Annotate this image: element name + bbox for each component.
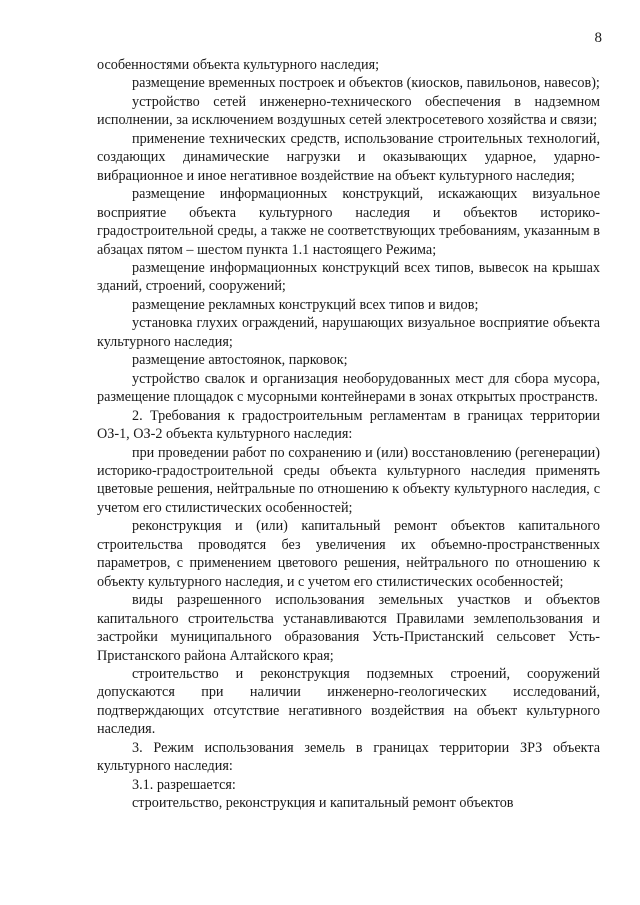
paragraph: применение технических средств, использование строительных технологий, создающих динамические нагрузки и оказывающих ударное, ударно-вибрационное и иное негативное воздействие на объект культурного наследия; <box>97 130 600 184</box>
paragraph: размещение рекламных конструкций всех типов и видов; <box>132 296 479 313</box>
paragraph: строительство и реконструкция подземных строений, сооружений допускаются при наличии инженерно-геологических исследований, подтверждающих отсутствие негативного воздействия на объект культурного наследия. <box>97 665 600 738</box>
paragraph: установка глухих ограждений, нарушающих визуальное восприятие объекта культурного наследия; <box>97 315 600 350</box>
paragraph: размещение информационных конструкций, искажающих визуальное восприятие объекта культурного наследия и объектов историко-градостроительной среды, а также не соответствующих требованиям, указанным в абзацах пятом – шестом пункта 1.1 настоящего Режима; <box>97 186 600 258</box>
paragraph: реконструкция и (или) капитальный ремонт объектов капитального строительства проводятся без увеличения их объемно-пространственных параметров, с применением цветового решения, нейтрального по отношению к объекту культурного наследия, и с учетом его стилистических особенностей; <box>97 518 600 590</box>
page-number: 8 <box>594 30 602 46</box>
paragraph: размещение информационных конструкций всех типов, вывесок на крышах зданий, строений, сооружений; <box>97 259 600 295</box>
paragraph: размещение автостоянок, парковок; <box>132 352 348 369</box>
paragraph: размещение временных построек и объектов (киосков, павильонов, навесов); <box>132 75 600 92</box>
paragraph: при проведении работ по сохранению и (или) восстановлению (регенерации) историко-градостроительной среды объекта культурного наследия применять цветовые решения, нейтральные по отношению к объекту культурного наследия, с учетом его стилистических особенностей; <box>97 444 600 516</box>
document-body <box>97 56 600 813</box>
paragraph: виды разрешенного использования земельных участков и объектов капитального строительства устанавливаются Правилами землепользования и застройки муниципального образования Усть-Пристанский сельсовет Усть-Пристанского района Алтайского края; <box>97 592 600 664</box>
paragraph: устройство свалок и организация необорудованных мест для сбора мусора, размещение площадок с мусорными контейнерами в зонах открытых пространств. <box>97 370 600 406</box>
paragraph: устройство сетей инженерно-технического обеспечения в надземном исполнении, за исключением воздушных сетей электросетевого хозяйства и связи; <box>97 93 600 129</box>
paragraph-continuation: особенностями объекта культурного наследия; <box>97 57 380 73</box>
subsection-heading: 3.1. разрешается: <box>132 776 236 793</box>
section-heading: 3. Режим использования земель в границах территории ЗРЗ объекта культурного наследия: <box>97 739 600 775</box>
paragraph: строительство, реконструкция и капитальный ремонт объектов <box>132 795 514 812</box>
section-heading: 2. Требования к градостроительным регламентам в границах территории ОЗ-1, ОЗ-2 объекта культурного наследия: <box>97 407 600 443</box>
